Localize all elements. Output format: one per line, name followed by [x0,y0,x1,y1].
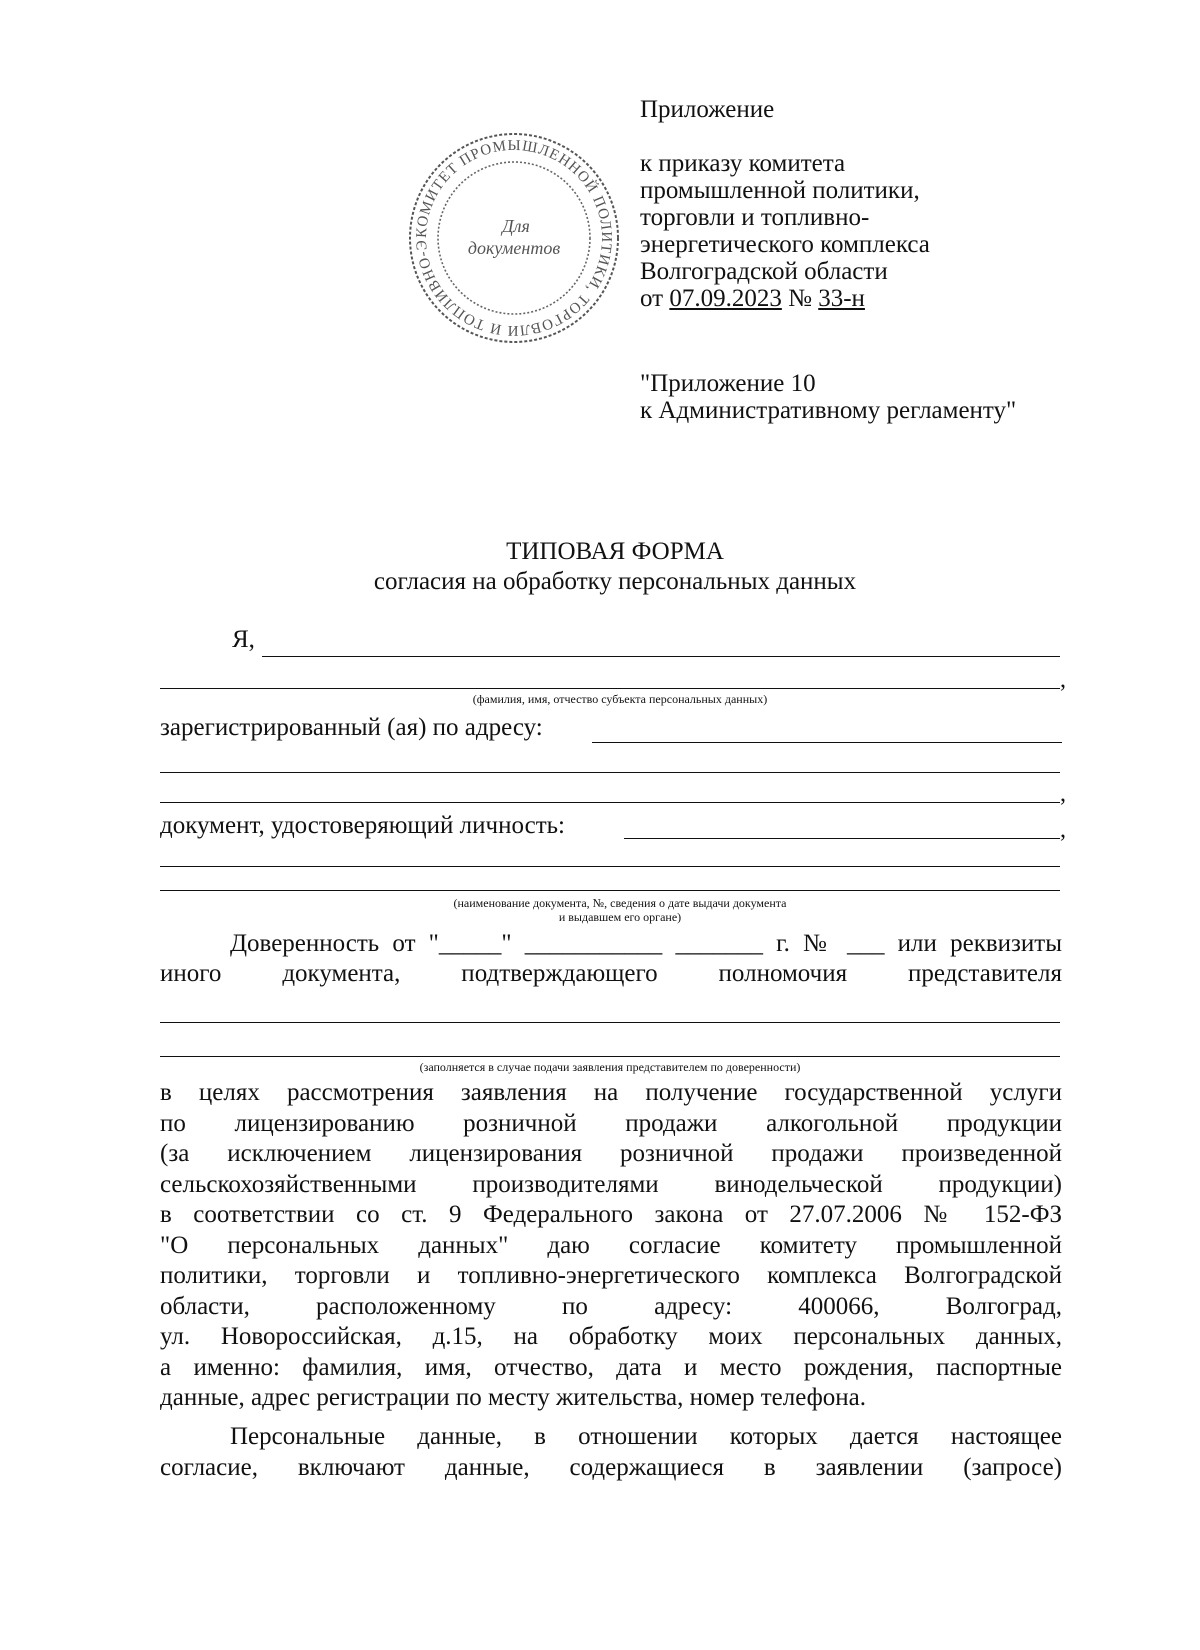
i-label: Я, [232,626,255,653]
order-reference [640,150,1020,312]
identity-doc-field-line-3[interactable] [160,890,1060,891]
document-page: КОМИТЕТ ПРОМЫШЛЕННОЙ ПОЛИТИКИ, ТОРГОВЛИ И ТОПЛИВНО-Э Для документов Приложение к приказу комитета промышленной политики, торговли и топливно- энергетического комплекса Волгоградской области от 07.09.2023 № 33-н "Приложение 10 к Административному регламенту" ТИПОВАЯ ФОРМА согласия на обработку персональных данных Я, , (фамилия, имя, отчество субъекта персональных данных) зарегистрированный (ая) по адресу: , документ, удостоверяющий личность: , (наименование документа, №, сведения о дате выдачи документа и выдавшем его органе) Доверенность от "_____" ___________ _______ г. № ___ или реквизиты иного документа, подтверждающего полномочия представителя (заполняется в случае подачи заявления представителем по доверенности) в целях рассмотрения заявления на получение государственной услуги по лицензированию розничной продажи алкогольной продукции (за исключением лицензирования розничной продажи произведенной сельскохозяйственными производителями винодельческой продукции) в соответствии со ст. 9 Федерального закона от 27.07.2006 № 152-ФЗ "О персональных данных" даю согласие комитету промышленной политики, торговли и топливно-энергетического комплекса Волгоградской области, расположенному по адресу: 400066, Волгоград, ул. Новороссийская, д.15, на обработку моих персональных данных, а именно: фамилия, имя, отчество, дата и место рождения, паспортные данные, адрес регистрации по месту жительства, номер телефона. Персональные данные, в отношении которых дается настоящее согласие, включают данные, содержащиеся в заявлении (запросе) [0,0,1200,1650]
identity-doc-caption: (наименование документа, №, сведения о дате выдачи документа и выдавшем его органе) [453,896,787,924]
official-stamp [404,128,624,348]
consent-paragraph [160,1078,1062,1414]
paragraph-line: области, расположенному по адресу: 400066, Волгоград, [160,1292,1062,1320]
paragraph-line: (за исключением лицензирования розничной продажи произведенной [160,1140,1062,1167]
paragraph-line: в соответствии со ст. 9 Федерального закона от 27.07.2006 № 152-ФЗ [160,1201,1062,1228]
proxy-line: Доверенность от "_____" ___________ _______ г. № ___ или реквизиты [230,930,1062,957]
form-subtitle: согласия на обработку персональных данных [373,568,857,595]
paragraph-line: "О персональных данных" даю согласие комитету промышленной [160,1231,1062,1259]
address-field-line-1[interactable] [592,742,1062,743]
proxy-line-2: иного документа, подтверждающего полномочия представителя [160,960,1062,987]
proxy-caption: (заполняется в случае подачи заявления представителем по доверенности) [419,1060,801,1074]
identity-doc-label: документ, удостоверяющий личность: [160,812,565,839]
order-number: 33-н [818,285,865,312]
order-line: торговли и топливно- [640,204,870,231]
paragraph-line: согласие, включают данные, содержащиеся в заявлении (запросе) [160,1453,1062,1481]
paragraph-line: ул. Новороссийская, д.15, на обработку моих персональных данных, [160,1323,1062,1350]
proxy-field-line-1[interactable] [160,1022,1060,1023]
order-line: энергетического комплекса [640,231,930,258]
proxy-field-line-2[interactable] [160,1056,1060,1057]
form-title: ТИПОВАЯ ФОРМА [506,538,724,565]
paragraph-line: а именно: фамилия, имя, отчество, дата и место рождения, паспортные [160,1353,1062,1381]
address-field-line-3[interactable] [160,802,1060,803]
svg-text:КОМИТЕТ ПРОМЫШЛЕННОЙ ПОЛИТИКИ,: КОМИТЕТ ПРОМЫШЛЕННОЙ ПОЛИТИКИ, ТОРГОВЛИ И ТОПЛИВНО-Э [413,137,615,339]
svg-text:документов: документов [467,238,561,258]
identity-doc-field-line-2[interactable] [160,866,1060,867]
address-label: зарегистрированный (ая) по адресу: [160,714,543,741]
fio-caption: (фамилия, имя, отчество субъекта персональных данных) [472,692,768,706]
appendix-label: Приложение [640,96,775,123]
order-line: промышленной политики, [640,177,920,204]
svg-text:Для: Для [502,216,530,236]
personal-data-paragraph [160,1422,1062,1483]
paragraph-line: Персональные данные, в отношении которых дается настоящее [230,1423,1062,1450]
order-date: 07.09.2023 [669,285,782,312]
paragraph-line: политики, торговли и топливно-энергетического комплекса Волгоградской [160,1262,1062,1289]
appendix10-note: "Приложение 10 к Административному регламенту" [640,370,1017,424]
address-field-line-2[interactable] [160,772,1060,773]
order-line: к приказу комитета [640,150,846,177]
paragraph-line: по лицензированию розничной продажи алкогольной продукции [160,1109,1062,1137]
identity-doc-field-line-1[interactable] [624,838,1060,839]
fio-field-line-2[interactable] [160,688,1060,689]
order-date-number: от 07.09.2023 № 33-н [640,285,865,312]
order-line: Волгоградской области [640,258,888,285]
paragraph-line: данные, адрес регистрации по месту жительства, номер телефона. [160,1384,867,1411]
fio-field-line-1[interactable] [262,656,1060,657]
paragraph-line: в целях рассмотрения заявления на получение государственной услуги [160,1079,1062,1106]
paragraph-line: сельскохозяйственными производителями винодельческой продукции) [160,1170,1062,1198]
